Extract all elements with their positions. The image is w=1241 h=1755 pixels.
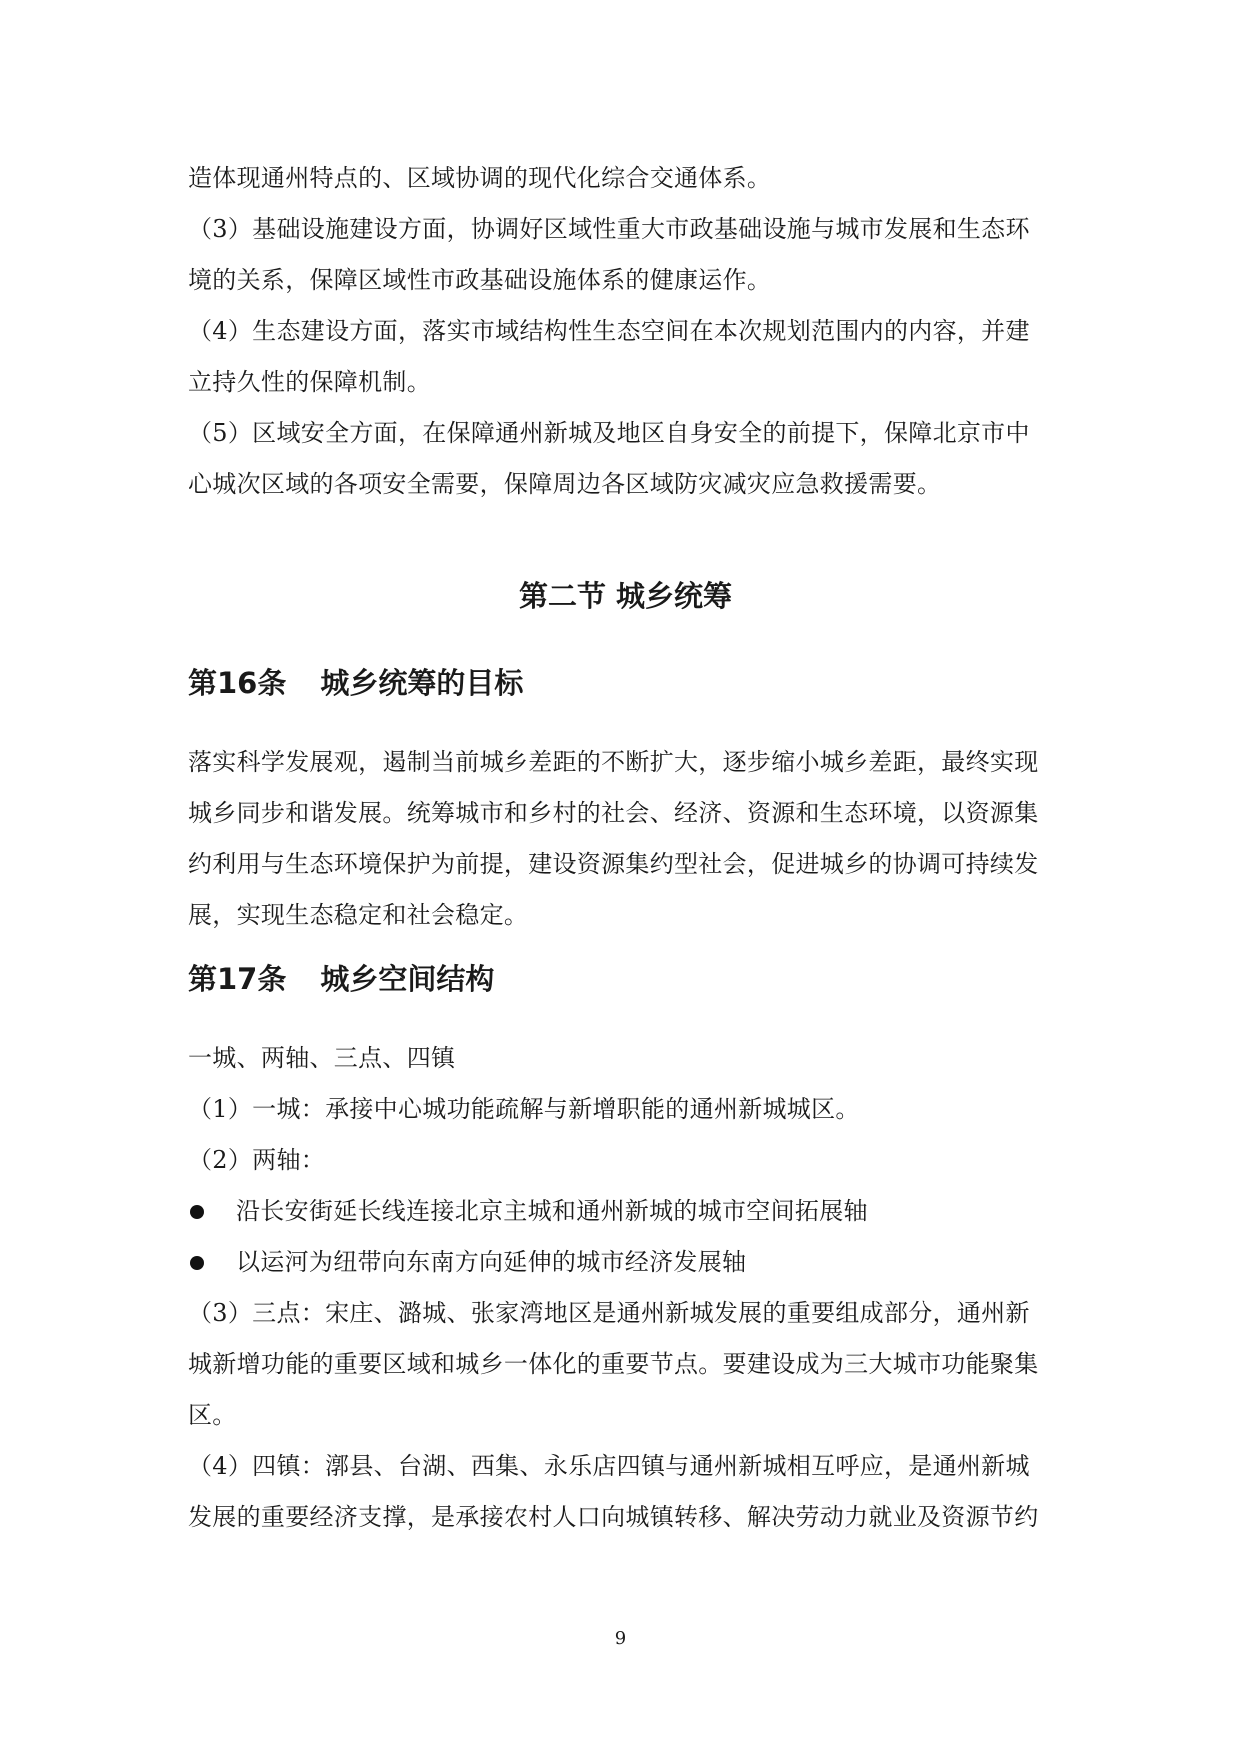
- bullet-item: [188, 1237, 1063, 1288]
- paragraph-line: 落实科学发展观，遏制当前城乡差距的不断扩大，逐步缩小城乡差距，最终实现: [188, 748, 1039, 776]
- bullet-item: [188, 1186, 1063, 1237]
- article-number: 第16条: [188, 666, 287, 700]
- bullet-text: 沿长安街延长线连接北京主城和通州新城的城市空间拓展轴: [236, 1197, 868, 1225]
- paragraph-line: （4）四镇：漷县、台湖、西集、永乐店四镇与通州新城相互呼应，是通州新城: [188, 1452, 1030, 1480]
- paragraph-line: 城乡同步和谐发展。统筹城市和乡村的社会、经济、资源和生态环境，以资源集: [188, 799, 1039, 827]
- paragraph-line: （3）基础设施建设方面，协调好区域性重大市政基础设施与城市发展和生态环: [188, 215, 1030, 243]
- paragraph-line: 展，实现生态稳定和社会稳定。: [188, 901, 529, 929]
- article-title: 城乡空间结构: [320, 962, 495, 996]
- paragraph-line: 造体现通州特点的、区域协调的现代化综合交通体系。: [188, 164, 772, 192]
- paragraph-line: 城新增功能的重要区域和城乡一体化的重要节点。要建设成为三大城市功能聚集: [188, 1350, 1039, 1378]
- paragraph-line: （5）区域安全方面，在保障通州新城及地区自身安全的前提下，保障北京市中: [188, 419, 1030, 447]
- article-16-heading: [188, 663, 1063, 703]
- section-title: 第二节 城乡统筹: [518, 579, 733, 613]
- bullet-text: 以运河为纽带向东南方向延伸的城市经济发展轴: [236, 1248, 747, 1276]
- paragraph-line: （3）三点：宋庄、潞城、张家湾地区是通州新城发展的重要组成部分，通州新: [188, 1299, 1030, 1327]
- bullet-dot-icon: [190, 1256, 204, 1270]
- paragraph-line: 境的关系，保障区域性市政基础设施体系的健康运作。: [188, 266, 772, 294]
- paragraph-line: （2）两轴：: [188, 1146, 326, 1174]
- paragraph-line: 一城、两轴、三点、四镇: [188, 1044, 456, 1072]
- page-number: 9: [614, 1628, 627, 1649]
- paragraph-line: 心城次区域的各项安全需要，保障周边各区域防灾减灾应急救援需要。: [188, 470, 942, 498]
- article-title: 城乡统筹的目标: [320, 666, 524, 700]
- bullet-dot-icon: [190, 1205, 204, 1219]
- paragraph-line: 立持久性的保障机制。: [188, 368, 431, 396]
- article-17-heading: [188, 959, 1063, 999]
- paragraph-line: 发展的重要经济支撑，是承接农村人口向城镇转移、解决劳动力就业及资源节约: [188, 1503, 1039, 1531]
- paragraph-line: 区。: [188, 1401, 237, 1429]
- paragraph-line: （4）生态建设方面，落实市域结构性生态空间在本次规划范围内的内容，并建: [188, 317, 1030, 345]
- page-content: [188, 153, 1063, 1543]
- paragraph-line: 约利用与生态环境保护为前提，建设资源集约型社会，促进城乡的协调可持续发: [188, 850, 1039, 878]
- article-number: 第17条: [188, 962, 287, 996]
- paragraph-line: （1）一城：承接中心城功能疏解与新增职能的通州新城城区。: [188, 1095, 860, 1123]
